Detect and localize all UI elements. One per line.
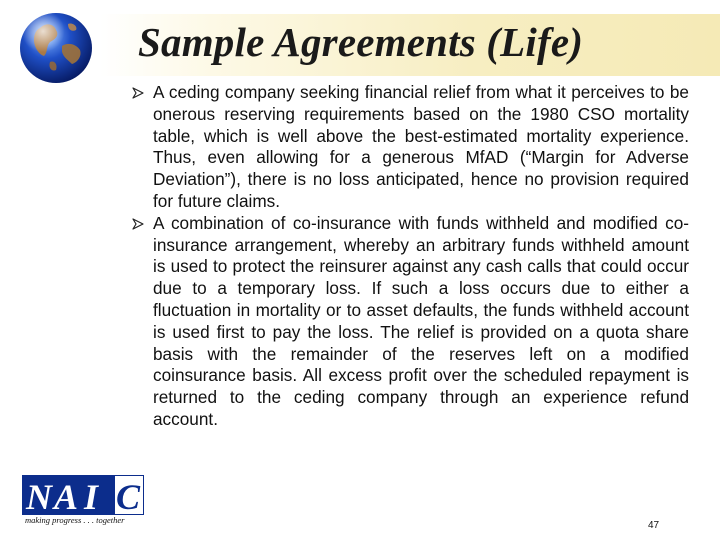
naic-logo [22,475,144,527]
naic-logo-mark [22,475,144,515]
globe-icon [10,2,102,88]
logo-tagline: making progress . . . together [25,515,125,525]
slide-title: Sample Agreements (Life) [138,19,584,65]
logo-letter: C [116,477,141,515]
logo-letter: I [84,477,99,515]
bullet-item [128,213,689,431]
page-number: 47 [648,520,660,531]
arrow-bullet-icon [132,218,144,230]
arrow-bullet-icon [132,87,144,99]
logo-letter: N [26,477,52,515]
bullet-text: A ceding company seeking financial relief from what it perceives to be onerous reserving requirements based on the 1980 CSO mortality table, which is well above the best-estimated mortality experience. Thus, even allowing for a generous MfAD (“Margin for Adverse Deviation”), there is no loss anticipated, hence no provision required for future claims. [153,82,689,211]
bullet-item [128,82,689,213]
bullet-text: A combination of co-insurance with funds withheld and modified co-insurance arrangement, whereby an arbitrary funds withheld amount is used to protect the reinsurer against any cash calls that could occur due to a temporary loss. If such a loss occurs due to either a fluctuation in mortality or to asset defaults, the funds withheld account is used first to pay the loss. The relief is provided on a quota share basis with the remainder of the reserves left on a modified coinsurance basis. All excess profit over the scheduled repayment is returned to the ceding company through an experience refund account. [153,212,689,429]
logo-letter: A [54,477,79,515]
bullet-list [128,82,689,431]
